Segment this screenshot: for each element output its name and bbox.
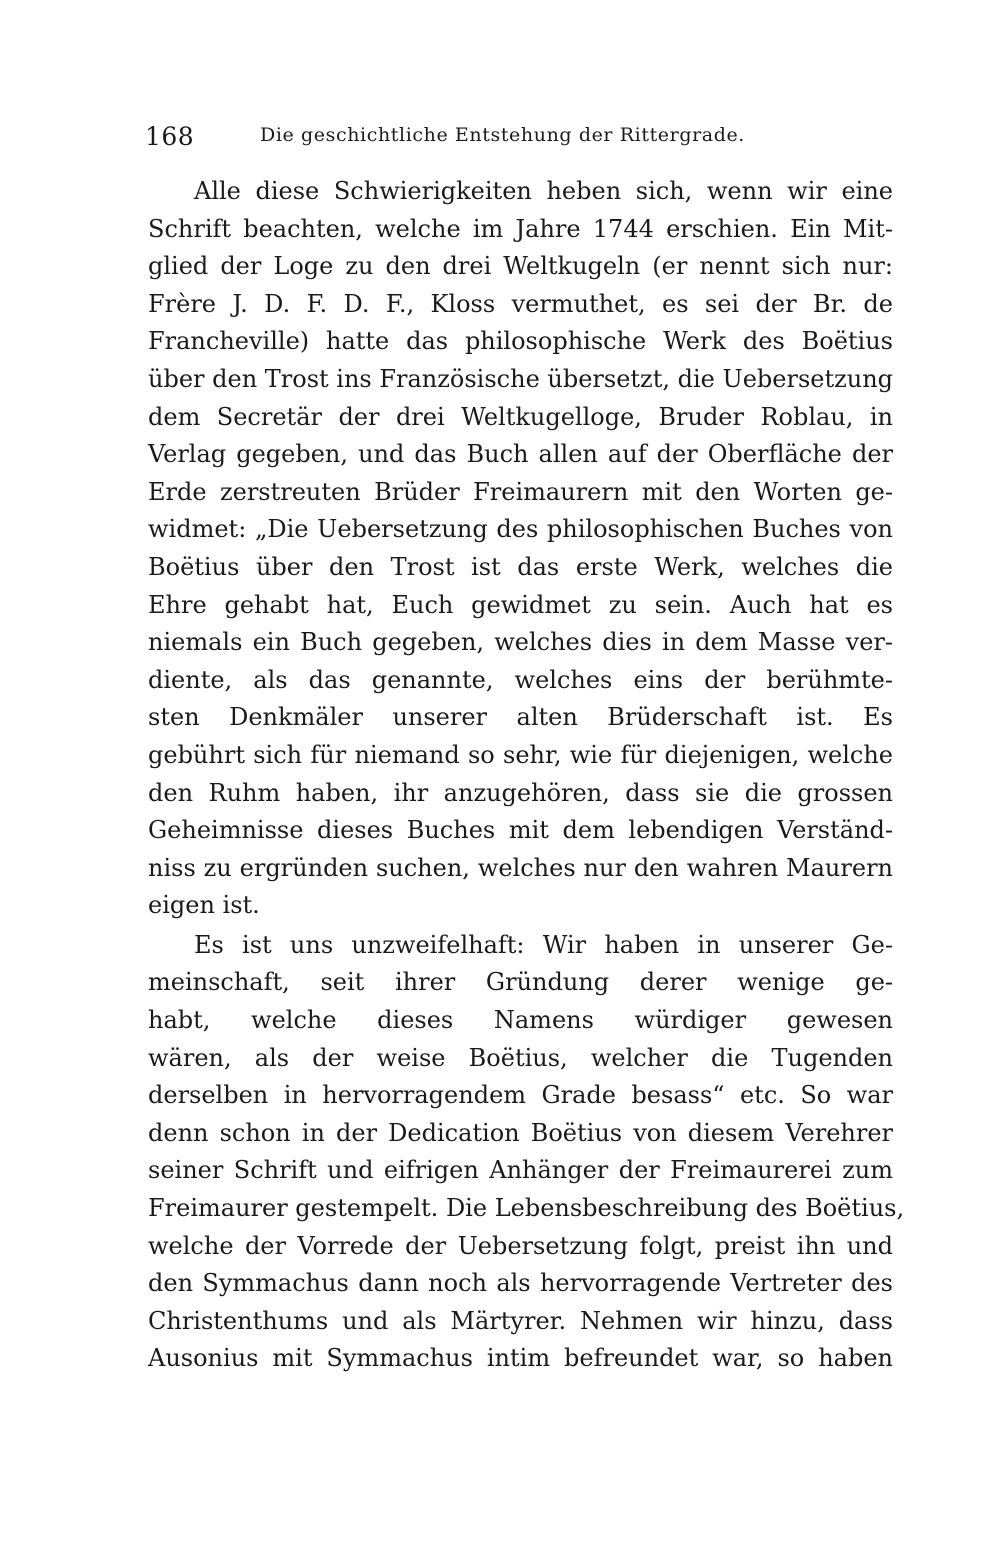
body-text xyxy=(148,173,905,1378)
text-line: derselben in hervorragendem Grade besass“ etc. So war xyxy=(148,1081,893,1110)
text-line: denn schon in der Dedication Boëtius von diesem Verehrer xyxy=(148,1118,893,1147)
text-line: niss zu ergründen suchen, welches nur den wahren Maurern xyxy=(148,853,893,882)
text-line: widmet: „Die Uebersetzung des philosophischen Buches von xyxy=(148,515,893,544)
text-line: den Symmachus dann noch als hervorragende Vertreter des xyxy=(148,1269,893,1298)
text-line: diente, als das genannte, welches eins der berühmte- xyxy=(148,665,893,694)
paragraph-2 xyxy=(148,927,905,1378)
text-line: glied der Loge zu den drei Weltkugeln (er nennt sich nur: xyxy=(148,252,893,281)
text-line: eigen ist. xyxy=(148,891,260,920)
text-line: Boëtius über den Trost ist das erste Werk, welches die xyxy=(148,552,893,581)
running-head: Die geschichtliche Entstehung der Rittergrade. xyxy=(260,124,745,146)
text-line: wären, als der weise Boëtius, welcher die Tugenden xyxy=(148,1043,893,1072)
text-line: Ehre gehabt hat, Euch gewidmet zu sein. Auch hat es xyxy=(148,590,893,619)
text-line: welche der Vorrede der Uebersetzung folgt, preist ihn und xyxy=(148,1231,893,1260)
text-line: den Ruhm haben, ihr anzugehören, dass sie die grossen xyxy=(148,778,893,807)
text-line: habt, welche dieses Namens würdiger gewesen xyxy=(148,1006,893,1035)
page-number: 168 xyxy=(145,122,195,151)
text-line: gebührt sich für niemand so sehr, wie für diejenigen, welche xyxy=(148,740,893,769)
text-line: meinschaft, seit ihrer Gründung derer wenige ge- xyxy=(148,968,893,997)
text-line: Freimaurer gestempelt. Die Lebensbeschreibung des Boëtius, xyxy=(148,1194,905,1223)
text-line: Es ist uns unzweifelhaft: Wir haben in unserer Ge- xyxy=(194,930,893,959)
text-line: Frère J. D. F. D. F., Kloss vermuthet, es sei der Br. de xyxy=(148,289,893,318)
text-line: seiner Schrift und eifrigen Anhänger der Freimaurerei zum xyxy=(148,1156,893,1185)
paragraph-1 xyxy=(148,173,893,925)
text-line: Alle diese Schwierigkeiten heben sich, wenn wir eine xyxy=(194,177,893,205)
text-line: Francheville) hatte das philosophische Werk des Boëtius xyxy=(148,327,893,356)
text-line: Schrift beachten, welche im Jahre 1744 erschien. Ein Mit- xyxy=(148,214,893,243)
text-line: Erde zerstreuten Brüder Freimaurern mit den Worten ge- xyxy=(148,477,893,506)
text-line: Geheimnisse dieses Buches mit dem lebendigen Verständ- xyxy=(148,816,893,845)
text-line: dem Secretär der drei Weltkugelloge, Bruder Roblau, in xyxy=(148,402,893,431)
text-line: Ausonius mit Symmachus intim befreundet war, so haben xyxy=(148,1344,893,1373)
text-line: Christenthums und als Märtyrer. Nehmen wir hinzu, dass xyxy=(148,1306,893,1335)
text-line: Verlag gegeben, und das Buch allen auf der Oberfläche der xyxy=(148,440,893,469)
text-line: sten Denkmäler unserer alten Brüderschaft ist. Es xyxy=(148,703,893,732)
page-header xyxy=(145,122,905,152)
text-line: niemals ein Buch gegeben, welches dies in dem Masse ver- xyxy=(148,628,893,657)
text-line: über den Trost ins Französische übersetzt, die Uebersetzung xyxy=(148,364,894,393)
